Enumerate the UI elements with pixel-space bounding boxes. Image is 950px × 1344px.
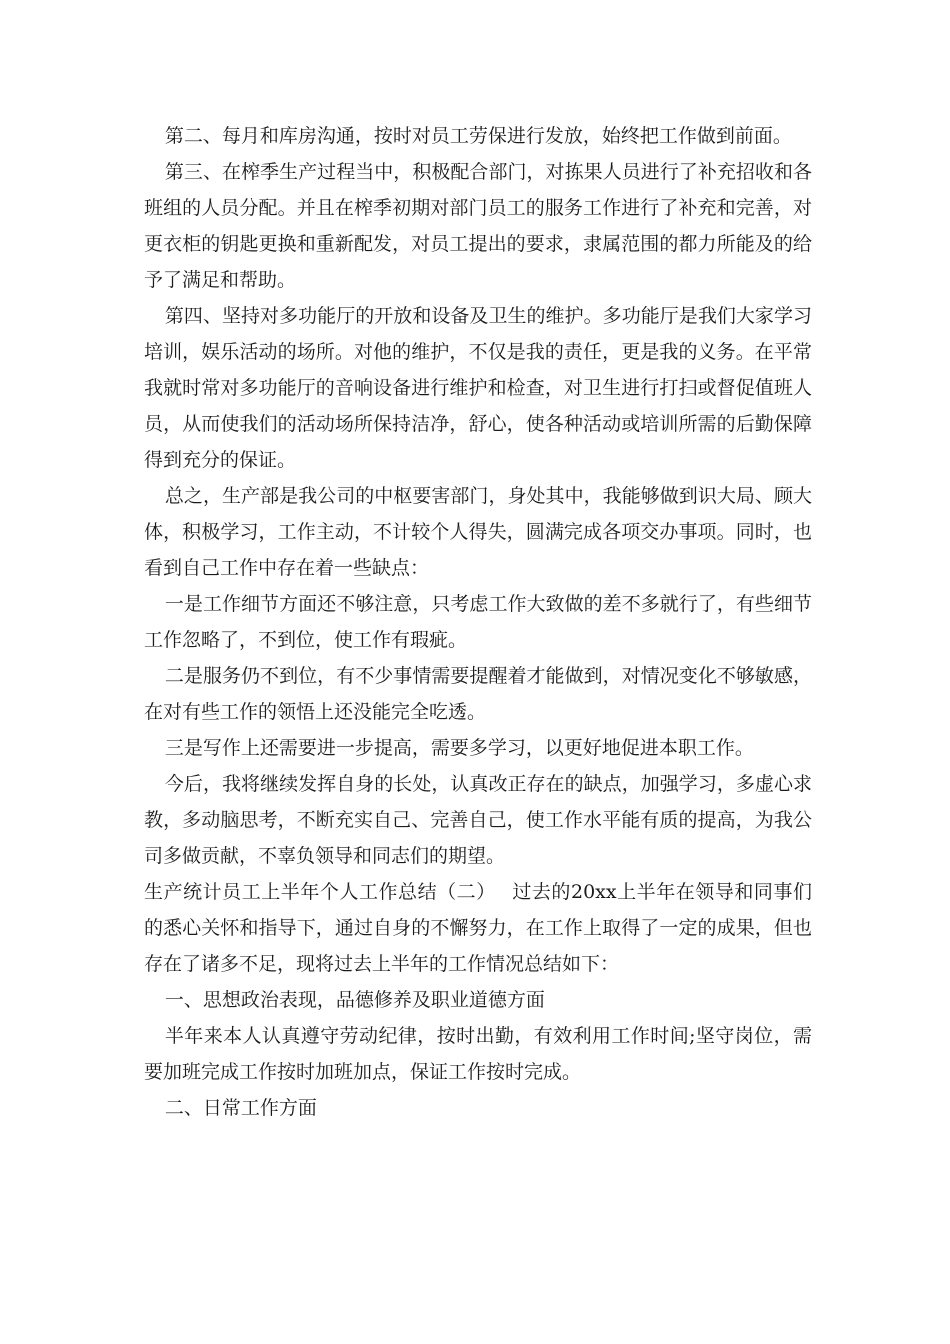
document-body: [144, 118, 812, 1126]
paragraph-shortcoming-two: 二是服务仍不到位，有不少事情需要提醒着才能做到，对情况变化不够敏感，在对有些工作的领悟上还没能完全吃透。: [144, 665, 812, 723]
paragraph-summary: 总之，生产部是我公司的中枢要害部门，身处其中，我能够做到识大局、顾大体，积极学习，工作主动，不计较个人得失，圆满完成各项交办事项。同时，也看到自己工作中存在着一些缺点：: [144, 485, 812, 579]
section-heading-ideology: 一、思想政治表现，品德修养及职业道德方面: [164, 989, 545, 1011]
paragraph-shortcoming-three: 三是写作上还需要进一步提高，需要多学习，以更好地促进本职工作。: [164, 737, 754, 759]
paragraph-discipline: 半年来本人认真遵守劳动纪律，按时出勤，有效利用工作时间;坚守岗位，需要加班完成工作按时加班加点，保证工作按时完成。: [144, 1025, 812, 1083]
section-heading-daily-work: 二、日常工作方面: [164, 1097, 317, 1119]
paragraph-second-summary-intro: 生产统计员工上半年个人工作总结（二） 过去的20xx上半年在领导和同事们的悉心关怀和指导下，通过自身的不懈努力，在工作上取得了一定的成果，但也存在了诸多不足，现将过去上半年的工作情况总结如下：: [144, 881, 812, 975]
paragraph-shortcoming-one: 一是工作细节方面还不够注意，只考虑工作大致做的差不多就行了，有些细节工作忽略了，不到位，使工作有瑕疵。: [144, 593, 812, 651]
paragraph-multifunction-hall: 第四、坚持对多功能厅的开放和设备及卫生的维护。多功能厅是我们大家学习培训，娱乐活动的场所。对他的维护，不仅是我的责任，更是我的义务。在平常我就时常对多功能厅的音响设备进行维护和检查，对卫生进行打扫或督促值班人员，从而使我们的活动场所保持洁净，舒心，使各种活动或培训所需的后勤保障得到充分的保证。: [144, 305, 812, 471]
paragraph-labor-protection: 第二、每月和库房沟通，按时对员工劳保进行发放，始终把工作做到前面。: [164, 125, 792, 147]
paragraph-pressing-season-staffing: 第三、在榨季生产过程当中，积极配合部门，对拣果人员进行了补充招收和各班组的人员分配。并且在榨季初期对部门员工的服务工作进行了补充和完善，对更衣柜的钥匙更换和重新配发，对员工提出的要求，隶属范围的都力所能及的给予了满足和帮助。: [144, 161, 812, 291]
paragraph-outlook: 今后，我将继续发挥自身的长处，认真改正存在的缺点，加强学习，多虚心求教，多动脑思考，不断充实自己、完善自己，使工作水平能有质的提高，为我公司多做贡献，不辜负领导和同志们的期望。: [144, 773, 812, 867]
